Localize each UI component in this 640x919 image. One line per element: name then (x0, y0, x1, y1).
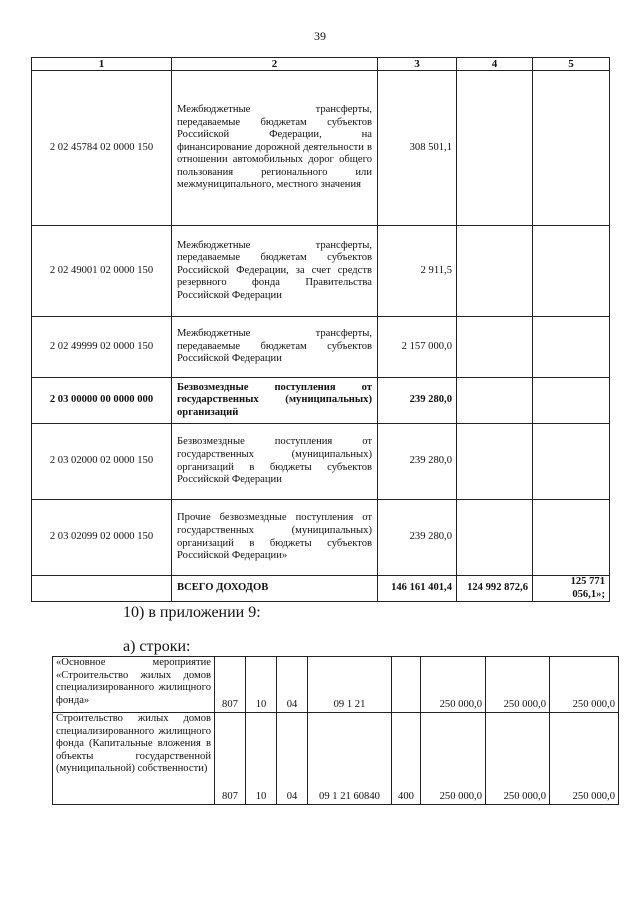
value-col4 (457, 500, 533, 576)
budget-code: 2 03 02000 02 0000 150 (32, 424, 172, 500)
appendix-rows-table (52, 656, 619, 805)
budget-code: 2 03 00000 00 0000 000 (32, 378, 172, 424)
budget-code: 2 03 02099 02 0000 150 (32, 500, 172, 576)
table-row (32, 71, 610, 226)
income-name: Межбюджетные трансферты, передаваемые бюджетам субъектов Российской Федерации (172, 317, 378, 378)
table-row (32, 317, 610, 378)
total-row (32, 576, 610, 602)
value-col4 (457, 317, 533, 378)
section-heading: 10) в приложении 9: (123, 604, 261, 621)
total-code-cell (32, 576, 172, 602)
subsection-heading: а) строки: (123, 638, 191, 655)
total-col3: 146 161 401,4 (378, 576, 457, 602)
value-col4 (457, 71, 533, 226)
value-col4 (457, 378, 533, 424)
amount-year3: 250 000,0 (550, 657, 619, 713)
table-row (32, 226, 610, 317)
section-code: 10 (246, 657, 277, 713)
value-col3: 2 157 000,0 (378, 317, 457, 378)
amount-year1: 250 000,0 (421, 713, 486, 805)
value-col5 (533, 378, 610, 424)
ministry-code: 807 (215, 657, 246, 713)
income-name: Межбюджетные трансферты, передаваемые бюджетам субъектов Российской Федерации, на финансирование дорожной деятельности в отношении автомобильных дорог общего пользования регионального или межмуниципального, местного значения (172, 71, 378, 226)
page-number: 39 (314, 29, 326, 43)
column-header: 3 (378, 58, 457, 71)
value-col5 (533, 500, 610, 576)
target-article: 09 1 21 60840 (308, 713, 392, 805)
expense-type: 400 (392, 713, 421, 805)
income-name: Межбюджетные трансферты, передаваемые бюджетам субъектов Российской Федерации, за счет средств резервного фонда Правительства Российской Федерации (172, 226, 378, 317)
income-name: Прочие безвозмездные поступления от государственных (муниципальных) организаций в бюджеты субъектов Российской Федерации» (172, 500, 378, 576)
column-header: 2 (172, 58, 378, 71)
income-name: Безвозмездные поступления от государственных (муниципальных) организаций в бюджеты субъектов Российской Федерации (172, 424, 378, 500)
expense-name: Строительство жилых домов специализированного жилищного фонда (Капитальные вложения в объекты государственной (муниципальной) собственности) (53, 713, 215, 805)
value-col4 (457, 226, 533, 317)
table-header-row (32, 58, 610, 71)
amount-year1: 250 000,0 (421, 657, 486, 713)
value-col3: 2 911,5 (378, 226, 457, 317)
amount-year2: 250 000,0 (486, 657, 550, 713)
target-article: 09 1 21 (308, 657, 392, 713)
value-col3: 239 280,0 (378, 378, 457, 424)
budget-code: 2 02 45784 02 0000 150 (32, 71, 172, 226)
value-col5 (533, 424, 610, 500)
income-name: Безвозмездные поступления от государственных (муниципальных) организаций (172, 378, 378, 424)
total-label: ВСЕГО ДОХОДОВ (172, 576, 378, 602)
expense-name: «Основное мероприятие «Строительство жилых домов специализированного жилищного фонда» (53, 657, 215, 713)
subsection-code: 04 (277, 657, 308, 713)
ministry-code: 807 (215, 713, 246, 805)
budget-code: 2 02 49001 02 0000 150 (32, 226, 172, 317)
amount-year2: 250 000,0 (486, 713, 550, 805)
value-col3: 239 280,0 (378, 424, 457, 500)
table-row (53, 657, 619, 713)
value-col5 (533, 226, 610, 317)
total-col5: 125 771 056,1»; (533, 576, 610, 602)
table-row (32, 500, 610, 576)
subsection-code: 04 (277, 713, 308, 805)
column-header: 4 (457, 58, 533, 71)
value-col4 (457, 424, 533, 500)
expense-type (392, 657, 421, 713)
income-table (31, 57, 610, 602)
value-col5 (533, 71, 610, 226)
value-col3: 239 280,0 (378, 500, 457, 576)
total-col4: 124 992 872,6 (457, 576, 533, 602)
table-row (32, 378, 610, 424)
value-col3: 308 501,1 (378, 71, 457, 226)
value-col5 (533, 317, 610, 378)
budget-code: 2 02 49999 02 0000 150 (32, 317, 172, 378)
column-header: 5 (533, 58, 610, 71)
column-header: 1 (32, 58, 172, 71)
section-code: 10 (246, 713, 277, 805)
table-row (32, 424, 610, 500)
amount-year3: 250 000,0 (550, 713, 619, 805)
table-row (53, 713, 619, 805)
